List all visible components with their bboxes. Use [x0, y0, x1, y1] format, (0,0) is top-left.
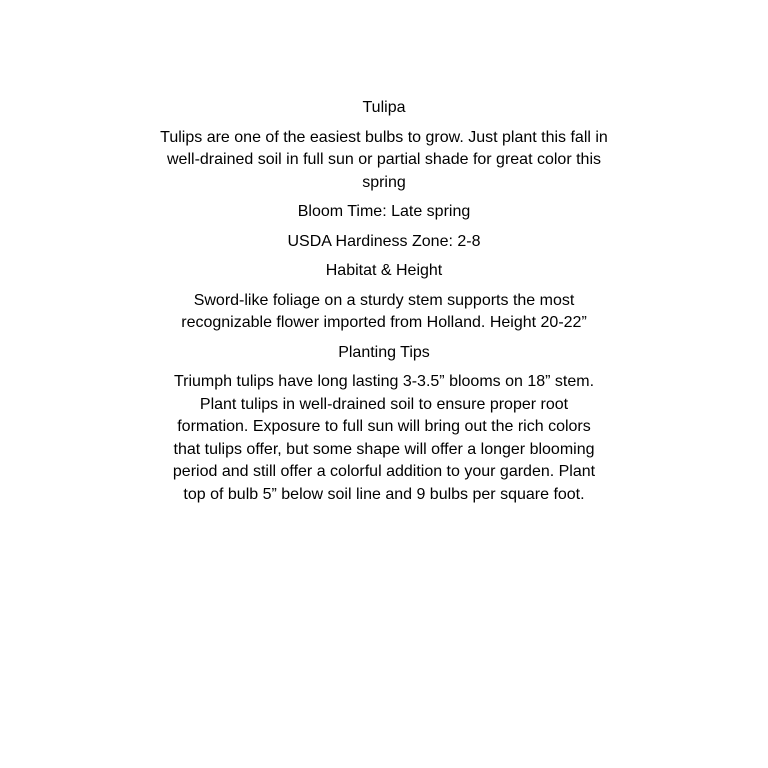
planting-line: formation. Exposure to full sun will bring out the rich colors [177, 418, 591, 435]
planting-line: Triumph tulips have long lasting 3-3.5” blooms on 18” stem. [173, 373, 595, 390]
intro-paragraph [160, 127, 608, 195]
habitat-heading: Habitat & Height [325, 262, 443, 279]
intro-line: Tulips are one of the easiest bulbs to grow. Just plant this fall in [160, 128, 608, 146]
planting-line: period and still offer a colorful addition to your garden. Plant [172, 463, 596, 480]
planting-line: top of bulb 5” below soil line and 9 bulbs per square foot. [183, 485, 585, 503]
planting-heading: Planting Tips [338, 343, 430, 361]
document-title: Tulipa [362, 99, 406, 116]
intro-line: well-drained soil in full sun or partial shade for great color this [167, 151, 601, 168]
planting-line: that tulips offer, but some shape will offer a longer blooming [173, 440, 595, 458]
intro-line: spring [362, 173, 406, 191]
planting-paragraph [160, 371, 608, 506]
habitat-line: recognizable flower imported from Holland. Height 20-22” [181, 314, 587, 331]
habitat-paragraph [160, 290, 608, 335]
planting-line: Plant tulips in well-drained soil to ensure proper root [199, 395, 569, 413]
hardiness-zone: USDA Hardiness Zone: 2-8 [287, 232, 481, 250]
document-body [160, 97, 608, 513]
habitat-line: Sword-like foliage on a sturdy stem supports the most [193, 291, 575, 309]
bloom-time: Bloom Time: Late spring [297, 203, 471, 220]
